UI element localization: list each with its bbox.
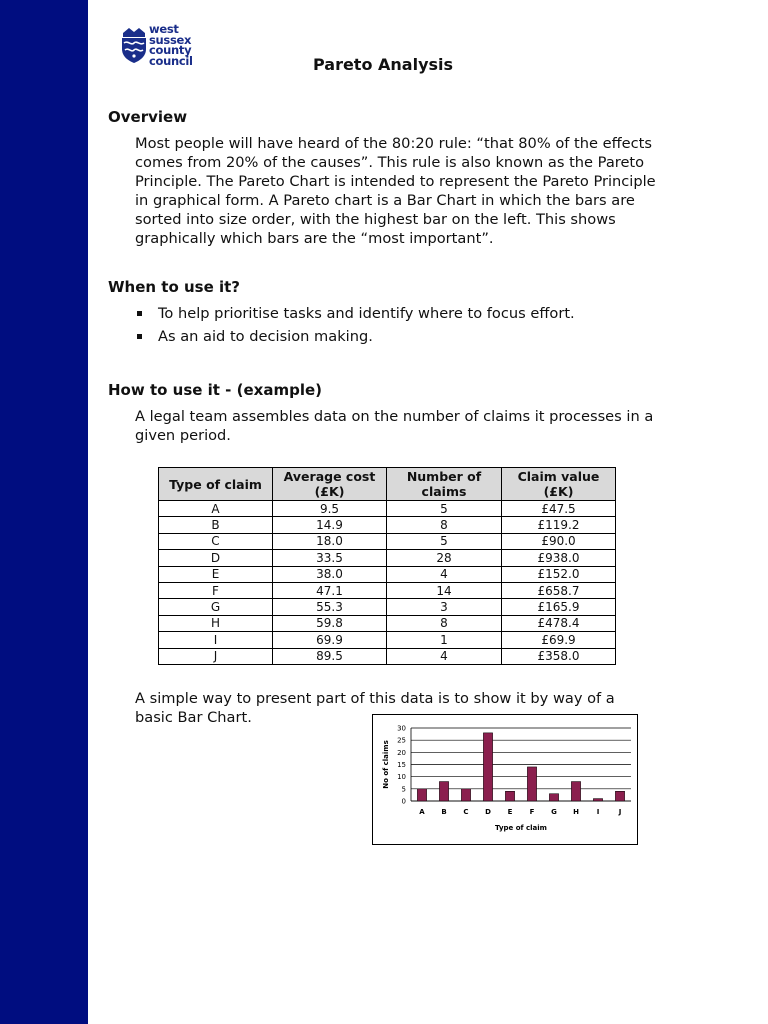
table-row [159, 599, 616, 615]
y-tick-label: 0 [401, 797, 406, 806]
x-tick-label: B [441, 808, 447, 816]
bar [571, 782, 580, 801]
paragraph-line: given period. [135, 427, 231, 444]
table-row [159, 615, 616, 631]
when-bullet-list [135, 304, 575, 350]
column-header: Type of claim [159, 468, 273, 501]
x-tick-label: G [551, 808, 557, 816]
x-tick-label: J [618, 808, 622, 816]
claims-table-header [159, 468, 616, 501]
table-cell: 8 [387, 615, 502, 631]
table-cell: 18.0 [273, 533, 387, 549]
paragraph-line: graphically which bars are the “most important”. [135, 230, 494, 247]
table-cell: £90.0 [502, 533, 616, 549]
paragraph-line: Most people will have heard of the 80:20 rule: “that 80% of the effects [135, 135, 652, 152]
paragraph-line: in graphical form. A Pareto chart is a Bar Chart in which the bars are [135, 192, 635, 209]
bullet-text: As an aid to decision making. [158, 328, 373, 345]
x-tick-label: F [529, 808, 535, 816]
overview-paragraph [135, 134, 695, 248]
table-row [159, 533, 616, 549]
table-cell: 4 [387, 566, 502, 582]
bar-chart [372, 714, 638, 845]
when-heading: When to use it? [108, 278, 241, 296]
x-tick-label: C [463, 808, 469, 816]
y-tick-label: 10 [397, 773, 406, 782]
logo-line: council [149, 53, 193, 68]
claims-table [158, 467, 616, 665]
table-cell: £478.4 [502, 615, 616, 631]
y-tick-label: 30 [397, 724, 406, 733]
table-cell: 55.3 [273, 599, 387, 615]
table-cell: B [159, 517, 273, 533]
table-cell: £938.0 [502, 550, 616, 566]
table-cell: 69.9 [273, 632, 387, 648]
x-tick-label: H [573, 808, 579, 816]
table-cell: I [159, 632, 273, 648]
paragraph-line: comes from 20% of the causes”. This rule is also known as the Pareto [135, 154, 645, 171]
table-cell: 9.5 [273, 501, 387, 517]
column-header: Number of claims [387, 468, 502, 501]
table-cell: 8 [387, 517, 502, 533]
table-cell: D [159, 550, 273, 566]
overview-heading: Overview [108, 108, 188, 126]
table-cell: H [159, 615, 273, 631]
paragraph-line: Principle. The Pareto Chart is intended to represent the Pareto Principle [135, 173, 656, 190]
y-tick-label: 25 [397, 736, 406, 745]
bar [593, 799, 602, 801]
table-row [159, 501, 616, 517]
table-cell: 14.9 [273, 517, 387, 533]
table-cell: £658.7 [502, 582, 616, 598]
how-paragraph [135, 407, 695, 445]
y-tick-label: 15 [397, 761, 406, 769]
table-cell: 38.0 [273, 566, 387, 582]
table-cell: 5 [387, 533, 502, 549]
table-cell: 4 [387, 648, 502, 664]
bullet-icon [137, 334, 142, 339]
page-title-text: Pareto Analysis [312, 55, 454, 74]
page-title [0, 55, 768, 74]
bar [549, 794, 558, 801]
logo-line: county [149, 43, 192, 57]
table-cell: £358.0 [502, 648, 616, 664]
bullet-item [135, 327, 575, 350]
table-cell: £69.9 [502, 632, 616, 648]
logo-line: west [149, 22, 179, 36]
table-cell: £165.9 [502, 599, 616, 615]
bar [527, 767, 536, 801]
paragraph-line: A simple way to present part of this data is to show it by way of a [135, 690, 615, 707]
how-heading: How to use it - (example) [108, 381, 322, 399]
sidebar-stripe [0, 0, 88, 1024]
table-cell: A [159, 501, 273, 517]
table-cell: £119.2 [502, 517, 616, 533]
table-cell: 59.8 [273, 615, 387, 631]
table-cell: C [159, 533, 273, 549]
bullet-item [135, 304, 575, 327]
bar [417, 789, 426, 801]
table-row [159, 582, 616, 598]
x-tick-label: I [596, 808, 600, 816]
bar [483, 733, 492, 801]
table-cell: £47.5 [502, 501, 616, 517]
bar-chart-svg [373, 715, 637, 844]
table-cell: 5 [387, 501, 502, 517]
bar [439, 782, 448, 801]
x-tick-label: A [419, 808, 425, 816]
table-cell: 33.5 [273, 550, 387, 566]
paragraph-line: A legal team assembles data on the number of claims it processes in a [135, 408, 654, 425]
table-cell: E [159, 566, 273, 582]
x-tick-label: E [507, 808, 513, 816]
bullet-icon [137, 311, 142, 316]
bar [615, 791, 624, 801]
table-cell: 14 [387, 582, 502, 598]
column-header: Average cost (£K) [273, 468, 387, 501]
logo-line: sussex [149, 32, 192, 47]
y-tick-label: 5 [401, 785, 406, 794]
table-cell: J [159, 648, 273, 664]
bar [461, 789, 470, 801]
column-header: Claim value (£K) [502, 468, 616, 501]
bullet-text: To help prioritise tasks and identify where to focus effort. [158, 305, 575, 322]
table-cell: G [159, 599, 273, 615]
table-cell: 47.1 [273, 582, 387, 598]
table-row [159, 648, 616, 664]
table-cell: F [159, 582, 273, 598]
table-row [159, 550, 616, 566]
y-axis-title: No of claims [382, 740, 390, 789]
table-row [159, 632, 616, 648]
x-axis-title: Type of claim [495, 824, 547, 832]
paragraph-line: sorted into size order, with the highest bar on the left. This shows [135, 211, 616, 228]
paragraph-line: basic Bar Chart. [135, 709, 252, 726]
x-tick-label: D [485, 808, 491, 816]
table-cell: 1 [387, 632, 502, 648]
table-cell: £152.0 [502, 566, 616, 582]
table-cell: 3 [387, 599, 502, 615]
table-cell: 89.5 [273, 648, 387, 664]
table-row [159, 566, 616, 582]
table-cell: 28 [387, 550, 502, 566]
bar [505, 791, 514, 801]
y-tick-label: 20 [397, 748, 406, 757]
claims-table-body [159, 501, 616, 665]
table-row [159, 517, 616, 533]
